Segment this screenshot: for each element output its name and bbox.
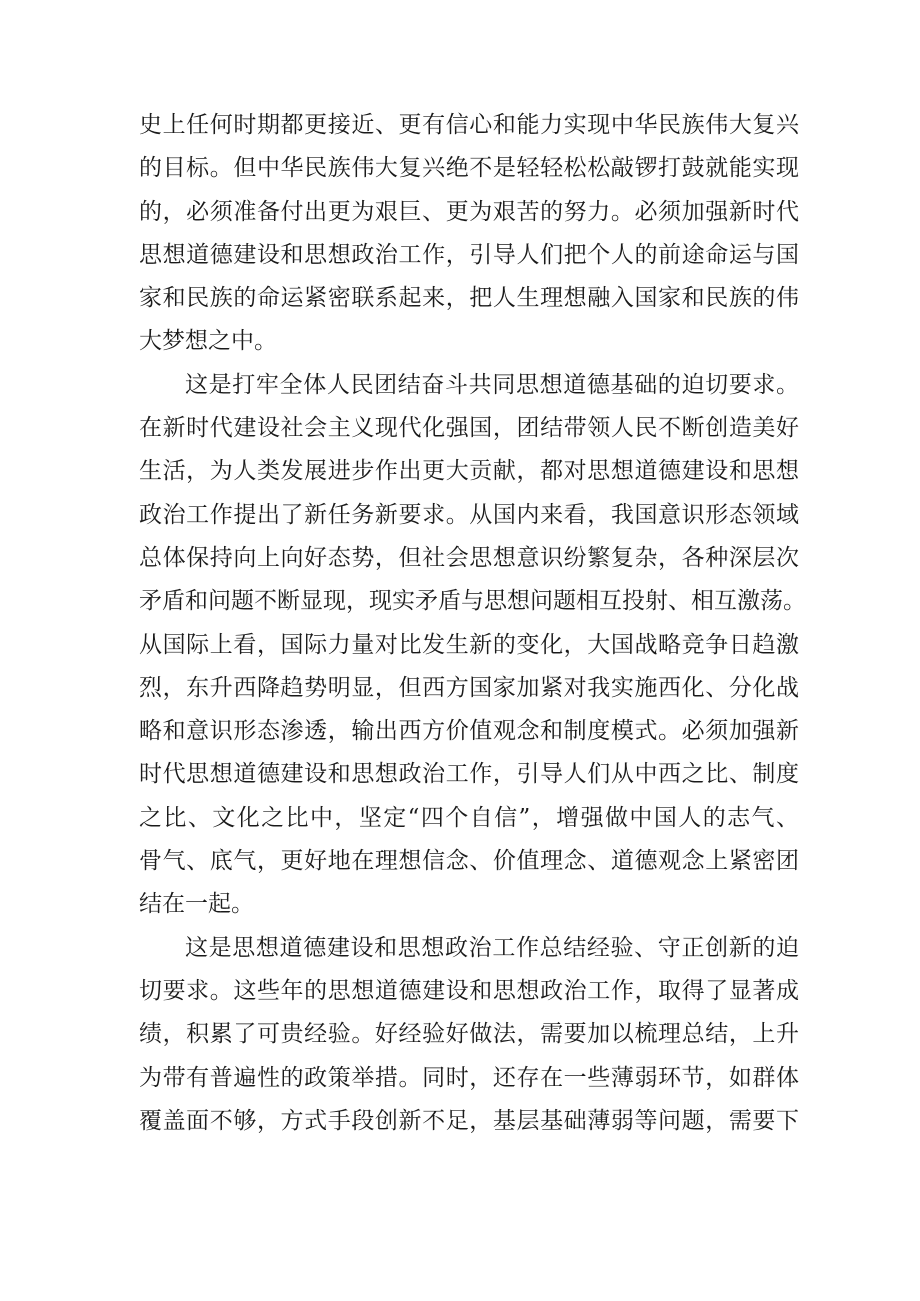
text-line: 的，必须准备付出更为艰巨、更为艰苦的努力。必须加强新时代 <box>139 198 799 225</box>
text-line: 生活，为人类发展进步作出更大贡献，都对思想道德建设和思想 <box>139 458 799 485</box>
text-line: 覆盖面不够，方式手段创新不足，基层基础薄弱等问题，需要下 <box>139 1107 799 1134</box>
text-line: 这是思想道德建设和思想政治工作总结经验、守正创新的迫 <box>185 934 799 961</box>
text-line: 思想道德建设和思想政治工作，引导人们把个人的前途命运与国 <box>139 241 799 268</box>
text-line: 的目标。但中华民族伟大复兴绝不是轻轻松松敲锣打鼓就能实现 <box>139 155 799 182</box>
text-line: 史上任何时期都更接近、更有信心和能力实现中华民族伟大复兴 <box>139 112 799 138</box>
text-line: 大梦想之中。 <box>139 328 277 355</box>
text-line: 在新时代建设社会主义现代化强国，团结带领人民不断创造美好 <box>139 415 799 442</box>
text-line: 略和意识形态渗透，输出西方价值观念和制度模式。必须加强新 <box>139 718 799 745</box>
text-line: 矛盾和问题不断显现，现实矛盾与思想问题相互投射、相互激荡。 <box>139 588 806 615</box>
text-line: 切要求。这些年的思想道德建设和思想政治工作，取得了显著成 <box>139 977 799 1004</box>
text-line: 烈，东升西降趋势明显，但西方国家加紧对我实施西化、分化战 <box>139 674 799 701</box>
text-line: 时代思想道德建设和思想政治工作，引导人们从中西之比、制度 <box>139 761 799 788</box>
text-line: 从国际上看，国际力量对比发生新的变化，大国战略竞争日趋激 <box>139 631 799 658</box>
text-line: 结在一起。 <box>139 891 254 918</box>
text-line: 政治工作提出了新任务新要求。从国内来看，我国意识形态领域 <box>139 501 799 528</box>
text-line: 之比、文化之比中，坚定“四个自信”，增强做中国人的志气、 <box>139 804 799 831</box>
text-line: 这是打牢全体人民团结奋斗共同思想道德基础的迫切要求。 <box>185 371 799 398</box>
text-line: 骨气、底气，更好地在理想信念、价值理念、道德观念上紧密团 <box>139 848 799 875</box>
text-line: 总体保持向上向好态势，但社会思想意识纷繁复杂，各种深层次 <box>139 544 799 571</box>
text-line: 为带有普遍性的政策举措。同时，还存在一些薄弱环节，如群体 <box>139 1064 799 1091</box>
document-body <box>139 104 806 1143</box>
text-line: 家和民族的命运紧密联系起来，把人生理想融入国家和民族的伟 <box>139 285 799 312</box>
text-line: 绩，积累了可贵经验。好经验好做法，需要加以梳理总结，上升 <box>139 1021 799 1048</box>
